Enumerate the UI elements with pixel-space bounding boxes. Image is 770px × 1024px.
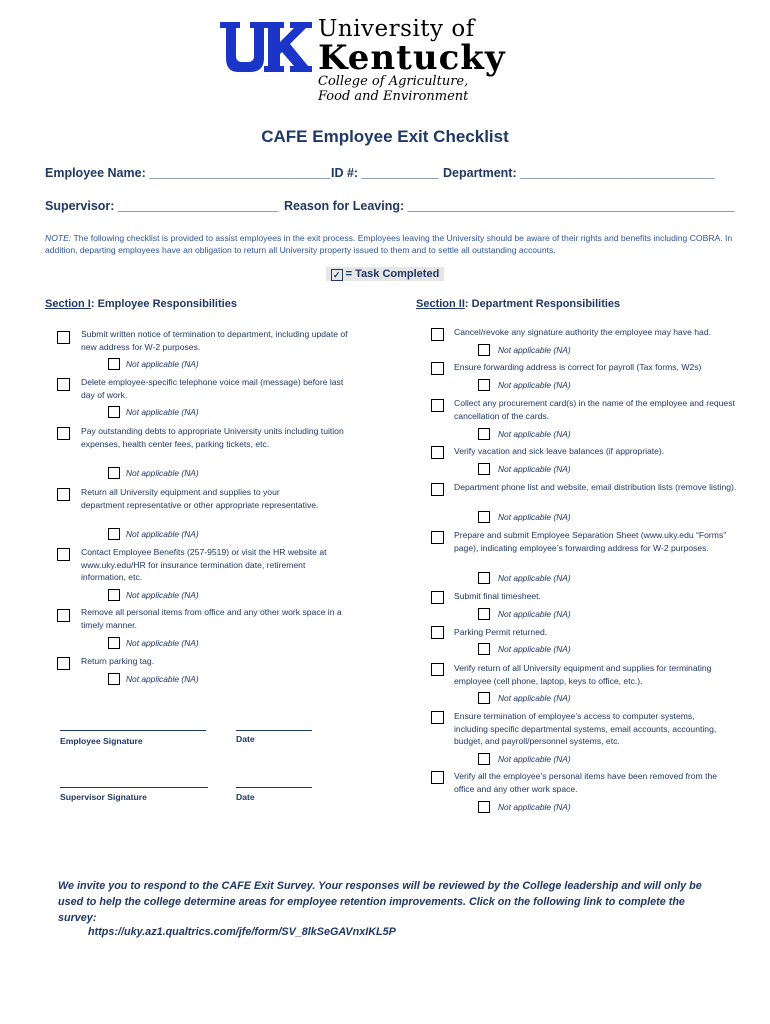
na-label: Not applicable (NA) [126, 359, 199, 369]
employee-signature-line[interactable] [60, 730, 206, 731]
task-text: Return all University equipment and supplies to your department representative or other appropriate representative. [81, 487, 319, 510]
survey-invitation: We invite you to respond to the CAFE Exit Survey. Your responses will be reviewed by the College leadership and will only be used to help the college determine areas for employee retention improvements. Click on the following link to complete the survey: [58, 880, 702, 924]
na-label: Not applicable (NA) [126, 407, 199, 417]
na-label: Not applicable (NA) [498, 380, 571, 390]
task-text: Delete employee-specific telephone voice mail (message) before last day of work. [81, 377, 344, 400]
na-label: Not applicable (NA) [126, 674, 199, 684]
section-2-title [416, 298, 620, 310]
supervisor-date-label: Date [236, 792, 255, 802]
na-label: Not applicable (NA) [498, 693, 571, 703]
task-text: Verify vacation and sick leave balances (if appropriate). [454, 446, 665, 456]
na-checkbox[interactable] [108, 589, 120, 601]
task-text: Prepare and submit Employee Separation Sheet (www.uky.edu “Forms” page), indicating employee’s forwarding address for W-2 purposes. [454, 530, 727, 553]
na-label: Not applicable (NA) [498, 429, 571, 439]
na-label: Not applicable (NA) [498, 609, 571, 619]
section-1-heading: : Employee Responsibilities [90, 298, 237, 310]
survey-link[interactable]: https://uky.az1.qualtrics.com/jfe/form/SV_8lkSeGAVnxIKL5P [88, 926, 396, 938]
logo-college [318, 74, 468, 104]
task-checkbox[interactable] [431, 362, 444, 375]
task-text: Verify all the employee’s personal items have been removed from the office and any other work space. [454, 771, 718, 794]
employee-signature-label: Employee Signature [60, 736, 143, 746]
na-checkbox[interactable] [478, 572, 490, 584]
na-label: Not applicable (NA) [126, 590, 199, 600]
na-checkbox[interactable] [108, 673, 120, 685]
section-1-prefix: Section I [45, 298, 91, 310]
task-completed-legend [0, 268, 770, 281]
note-text: The following checklist is provided to assist employees in the exit process. Employees leaving the University should be aware of their rights and benefits including COBRA. In addition, departing employees have an obligation to return all University property issued to them and to settle all outstanding accounts. [45, 233, 733, 255]
task-text: Pay outstanding debts to appropriate University units including tuition expenses, health center fees, parking tickets, etc. [81, 426, 344, 449]
section-1-title [45, 298, 237, 310]
logo-university-of: University of [318, 16, 475, 42]
na-checkbox[interactable] [108, 637, 120, 649]
task-checkbox[interactable] [431, 711, 444, 724]
na-checkbox[interactable] [478, 511, 490, 523]
task-text: Return parking tag. [81, 656, 155, 666]
na-checkbox[interactable] [478, 428, 490, 440]
na-label: Not applicable (NA) [126, 529, 199, 539]
na-label: Not applicable (NA) [498, 464, 571, 474]
task-text: Submit final timesheet. [454, 591, 541, 601]
task-checkbox[interactable] [57, 331, 70, 344]
task-checkbox[interactable] [431, 531, 444, 544]
na-label: Not applicable (NA) [498, 754, 571, 764]
supervisor-date-line[interactable] [236, 787, 312, 788]
na-checkbox[interactable] [478, 379, 490, 391]
task-text: Parking Permit returned. [454, 627, 548, 637]
supervisor-signature-line[interactable] [60, 787, 208, 788]
task-text: Submit written notice of termination to department, including update of new address for W-2 purposes. [81, 329, 348, 352]
supervisor-signature-label: Supervisor Signature [60, 792, 147, 802]
na-checkbox[interactable] [478, 801, 490, 813]
employee-date-label: Date [236, 734, 255, 744]
na-label: Not applicable (NA) [126, 468, 199, 478]
task-checkbox[interactable] [57, 427, 70, 440]
supervisor-field[interactable]: Supervisor: _______________________ [45, 199, 278, 213]
task-checkbox[interactable] [431, 483, 444, 496]
na-checkbox[interactable] [478, 463, 490, 475]
na-checkbox[interactable] [108, 358, 120, 370]
legend-text: = Task Completed [345, 268, 440, 280]
task-checkbox[interactable] [431, 399, 444, 412]
university-logo [220, 14, 560, 104]
task-text: Verify return of all University equipment and supplies for terminating employee (cell phone, laptop, keys to office, etc.). [454, 663, 712, 686]
department-field[interactable]: Department: ____________________________ [443, 166, 715, 180]
na-checkbox[interactable] [478, 753, 490, 765]
reason-for-leaving-field[interactable]: Reason for Leaving: _______________________________________________ [284, 199, 735, 213]
na-checkbox[interactable] [108, 406, 120, 418]
employee-date-line[interactable] [236, 730, 312, 731]
na-checkbox[interactable] [108, 467, 120, 479]
task-checkbox[interactable] [431, 663, 444, 676]
na-checkbox[interactable] [478, 692, 490, 704]
page-title: CAFE Employee Exit Checklist [261, 127, 509, 146]
na-checkbox[interactable] [478, 608, 490, 620]
employee-id-field[interactable]: ID #: ___________ [331, 166, 439, 180]
task-text: Cancel/revoke any signature authority the employee may have had. [454, 327, 712, 337]
task-checkbox[interactable] [57, 488, 70, 501]
section-2-heading: : Department Responsibilities [464, 298, 621, 310]
task-text: Ensure termination of employee’s access to computer systems, including specific departmental systems, email accounts, accounting, budget, and payroll/personnel systems, etc. [454, 711, 717, 746]
na-checkbox[interactable] [478, 344, 490, 356]
checkmark-icon: ✓ [331, 269, 343, 281]
task-checkbox[interactable] [431, 626, 444, 639]
na-label: Not applicable (NA) [498, 802, 571, 812]
task-checkbox[interactable] [431, 328, 444, 341]
note-paragraph [45, 232, 735, 256]
uk-logo-mark [220, 22, 312, 74]
task-checkbox[interactable] [431, 446, 444, 459]
task-text: Ensure forwarding address is correct for payroll (Tax forms, W2s) [454, 362, 702, 372]
logo-kentucky: Kentucky [318, 38, 506, 78]
na-label: Not applicable (NA) [498, 573, 571, 583]
employee-name-field[interactable]: Employee Name: __________________________ [45, 166, 330, 180]
task-checkbox[interactable] [57, 548, 70, 561]
task-text: Department phone list and website, email distribution lists (remove listing). [454, 482, 737, 492]
task-checkbox[interactable] [57, 657, 70, 670]
na-label: Not applicable (NA) [126, 638, 199, 648]
na-label: Not applicable (NA) [498, 512, 571, 522]
na-label: Not applicable (NA) [498, 345, 571, 355]
logo-college-line2: Food and Environment [318, 89, 469, 104]
task-checkbox[interactable] [57, 378, 70, 391]
task-checkbox[interactable] [431, 591, 444, 604]
na-label: Not applicable (NA) [498, 644, 571, 654]
task-text: Contact Employee Benefits (257-9519) or visit the HR website at www.uky.edu/HR for insurance termination date, retirement information, etc. [81, 547, 327, 582]
task-checkbox[interactable] [431, 771, 444, 784]
logo-college-line1: College of Agriculture, [318, 74, 469, 89]
task-checkbox[interactable] [57, 609, 70, 622]
section-2-prefix: Section II [416, 298, 465, 310]
task-text: Remove all personal items from office and any other work space in a timely manner. [81, 607, 342, 630]
na-checkbox[interactable] [108, 528, 120, 540]
note-prefix: NOTE: [45, 233, 72, 243]
task-text: Collect any procurement card(s) in the name of the employee and request cancellation of the cards. [454, 398, 735, 421]
na-checkbox[interactable] [478, 643, 490, 655]
